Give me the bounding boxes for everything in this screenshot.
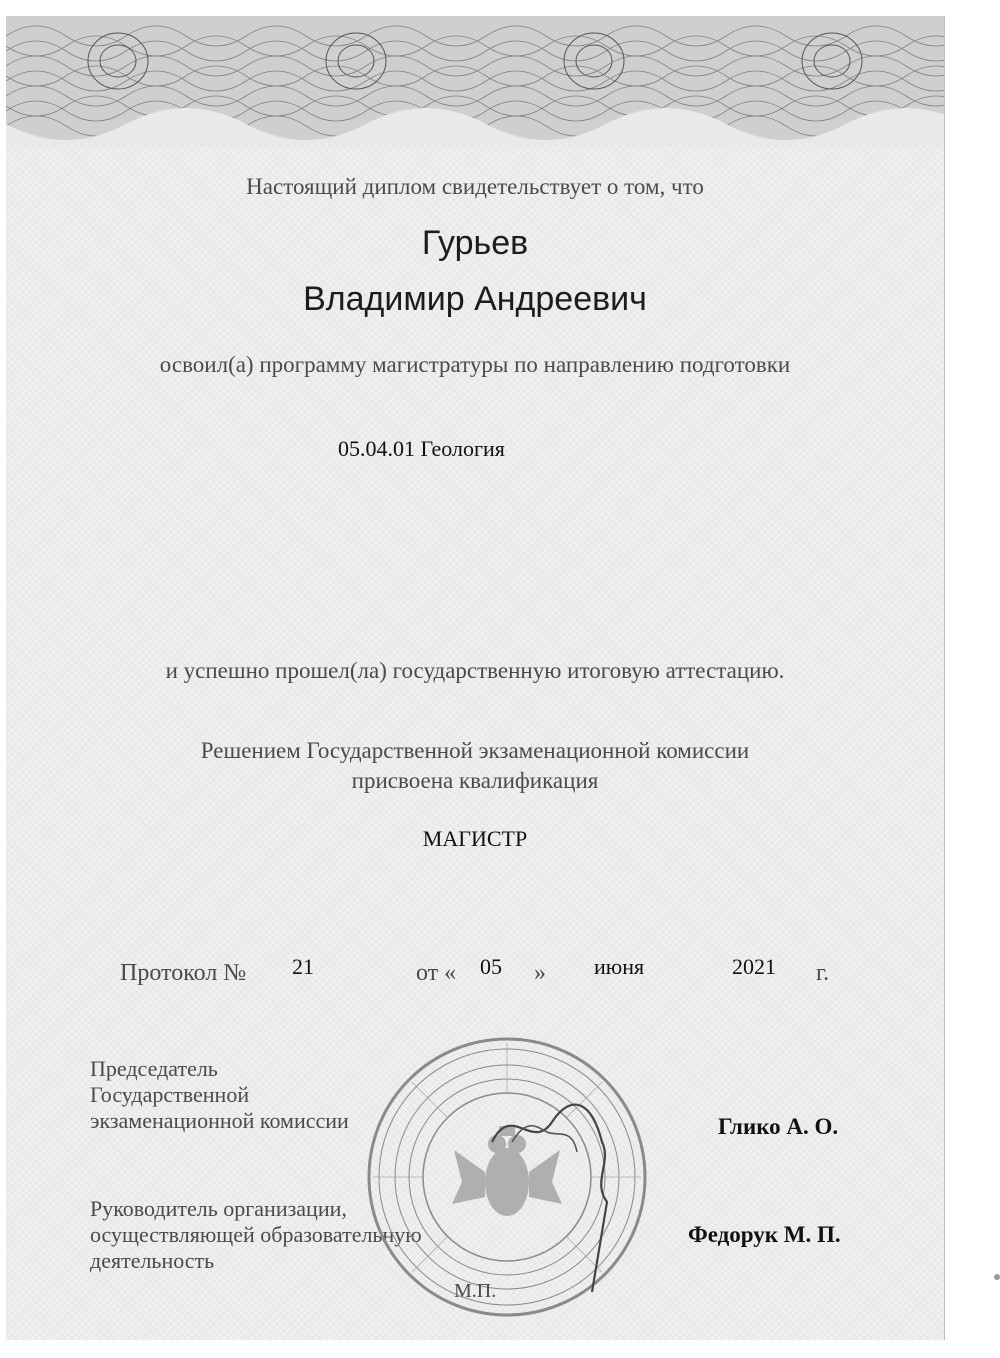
chair-label-line-3: экзаменационной комиссии [90, 1108, 349, 1133]
qualification: МАГИСТР [422, 826, 528, 851]
commission-decision-line-1: Решением Государственной экзаменационной комиссии [200, 738, 750, 763]
head-label-line-1: Руководитель организации, [90, 1196, 347, 1221]
head-label-line-3: деятельность [90, 1248, 215, 1273]
commission-decision-line-2: присвоена квалификация [351, 768, 599, 793]
protocol-number: 21 [292, 954, 314, 979]
direction-of-study: 05.04.01 Геология [338, 436, 505, 461]
protocol-year-suffix: г. [816, 960, 830, 986]
eagle-emblem-icon [452, 1126, 562, 1216]
protocol-year: 2021 [732, 954, 776, 979]
attestation-text: и успешно прошел(ла) государственную итоговую аттестацию. [165, 658, 785, 683]
protocol-close-quote: » [534, 960, 546, 986]
chair-name: Глико А. О. [718, 1114, 839, 1139]
head-label-line-2: осуществляющей образовательную [90, 1222, 422, 1247]
graduate-surname: Гурьев [421, 224, 529, 262]
protocol-from-label: от « [416, 960, 457, 986]
protocol-month: июня [594, 954, 645, 979]
program-text: освоил(а) программу магистратуры по направлению подготовки [159, 352, 791, 377]
protocol-label: Протокол № [120, 960, 247, 986]
diploma-sheet [6, 16, 945, 1340]
official-seal [362, 1032, 652, 1322]
head-name: Федорук М. П. [688, 1222, 841, 1247]
chair-label-line-2: Государственной [90, 1082, 250, 1107]
chair-label-line-1: Председатель [90, 1056, 218, 1081]
guilloche-header-pattern [6, 16, 944, 146]
protocol-day: 05 [480, 954, 502, 979]
intro-text: Настоящий диплом свидетельствует о том, что [246, 174, 704, 199]
scan-speck [994, 1274, 1000, 1280]
seal-place-label: М.П. [454, 1280, 497, 1302]
graduate-given-names: Владимир Андреевич [303, 280, 647, 318]
